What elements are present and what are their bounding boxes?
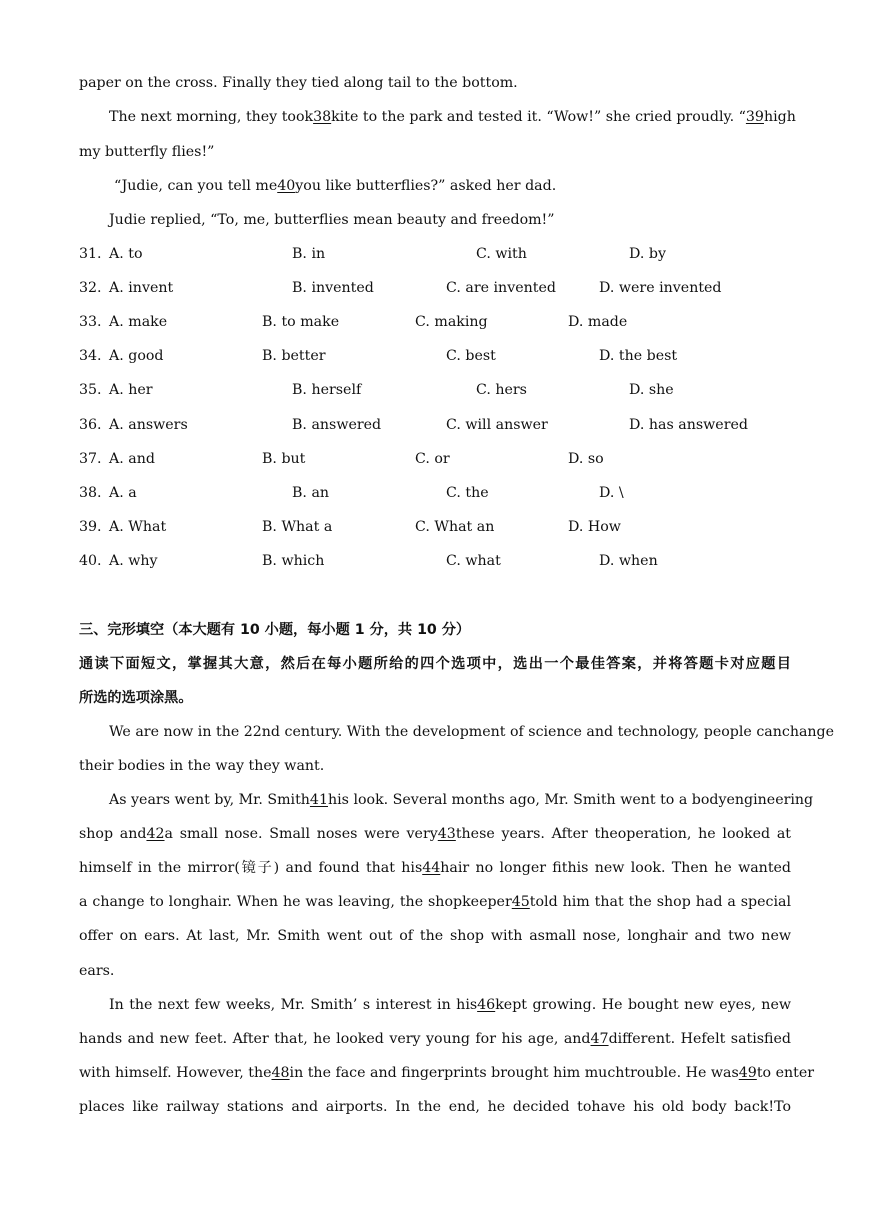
option-b: B. invented [292,280,374,296]
option-d: D. \ [599,485,624,501]
passage-text: “Judie, can you tell me [114,178,278,194]
option-a: A. to [109,246,143,262]
passage-line [79,892,791,912]
question-row [79,244,791,264]
passage-text: in the face and fingerprints brought him muchtrouble. He was [289,1065,739,1081]
option-b: B. which [262,553,325,569]
option-c: C. best [446,348,496,364]
question-number: 34. [79,348,102,364]
blank-number: 49 [738,1065,757,1081]
option-c: C. with [476,246,527,262]
section-instructions: 通读下面短文，掌握其大意，然后在每小题所给的四个选项中，选出一个最佳答案，并将答题卡对应题目 [79,656,791,672]
passage-line [79,756,791,776]
question-row [79,278,791,298]
passage-text: you like butterflies?” asked her dad. [295,178,557,194]
option-c: C. the [446,485,489,501]
option-d: D. How [568,519,621,535]
passage-text: to enter [756,1065,814,1081]
passage-line [109,722,835,742]
option-b: B. an [292,485,330,501]
passage-line [79,926,791,946]
question-row [79,483,791,503]
option-b: B. better [262,348,326,364]
passage-line [79,73,559,93]
passage-text: places like railway stations and airports. In the end, he decided tohave his old body back!To [79,1099,791,1115]
passage-line [109,210,791,230]
option-a: A. invent [109,280,174,296]
passage-text: Judie replied, “To, me, butterflies mean beauty and freedom!” [109,212,555,228]
section-title: 三、完形填空（本大题有 10 小题，每小题 1 分，共 10 分） [79,622,471,638]
passage-text: these years. After theoperation, he looked at [455,826,791,842]
question-number: 32. [79,280,102,296]
passage-text: told him that the shop had a special [529,894,791,910]
passage-line [79,824,791,844]
passage-line [79,961,791,981]
blank-number: 39 [745,109,764,125]
option-c: C. will answer [446,417,548,433]
passage-text: kite to the park and tested it. “Wow!” she cried proudly. “ [331,109,746,125]
option-c: C. are invented [446,280,556,296]
option-b: B. but [262,451,306,467]
passage-text: hands and new feet. After that, he looked very young for his age, and [79,1031,591,1047]
passage-text: their bodies in the way they want. [79,758,325,774]
blank-number: 42 [146,826,165,842]
option-a: A. make [109,314,168,330]
option-a: A. What [109,519,167,535]
passage-text: a change to longhair. When he was leaving, the shopkeeper [79,894,512,910]
blank-number: 43 [437,826,456,842]
question-number: 36. [79,417,102,433]
option-b: B. What a [262,519,333,535]
passage-text: shop and [79,826,147,842]
passage-line [79,1097,791,1117]
blank-number: 38 [313,109,332,125]
blank-number: 44 [422,860,441,876]
question-number: 40. [79,553,102,569]
option-d: D. the best [599,348,678,364]
section-instructions: 所选的选项涂黑。 [79,690,193,706]
passage-text: my butterfly flies!” [79,144,215,160]
question-row [79,380,791,400]
option-a: A. her [109,382,153,398]
blank-number: 48 [271,1065,290,1081]
passage-text: his look. Several months ago, Mr. Smith went to a bodyengineering [327,792,814,808]
blank-number: 47 [590,1031,609,1047]
option-a: A. good [109,348,164,364]
option-c: C. or [415,451,450,467]
option-d: D. she [629,382,674,398]
question-number: 38. [79,485,102,501]
question-row [79,449,791,469]
passage-text: As years went by, Mr. Smith [109,792,310,808]
passage-text: kept growing. He bought new eyes, new [495,997,791,1013]
question-number: 39. [79,519,102,535]
passage-text: In the next few weeks, Mr. Smith’ s interest in his [109,997,478,1013]
question-row [79,551,791,571]
passage-text: paper on the cross. Finally they tied along tail to the bottom. [79,75,518,91]
question-number: 37. [79,451,102,467]
option-b: B. in [292,246,326,262]
option-c: C. What an [415,519,495,535]
passage-line [79,1063,814,1083]
passage-line [109,790,814,810]
question-row [79,415,791,435]
blank-number: 41 [309,792,328,808]
passage-text: offer on ears. At last, Mr. Smith went out of the shop with asmall nose, longhair and two new [79,928,791,944]
option-b: B. to make [262,314,340,330]
option-c: C. making [415,314,488,330]
option-b: B. herself [292,382,362,398]
question-row [79,517,791,537]
option-d: D. so [568,451,604,467]
option-a: A. a [109,485,137,501]
option-d: D. by [629,246,666,262]
option-c: C. hers [476,382,527,398]
blank-number: 46 [477,997,496,1013]
passage-text: We are now in the 22nd century. With the development of science and technology, people canchange [109,724,835,740]
passage-line [79,858,791,878]
option-d: D. were invented [599,280,722,296]
question-row [79,312,791,332]
option-a: A. why [109,553,158,569]
passage-text: hair no longer fithis new look. Then he wanted [440,860,791,876]
option-c: C. what [446,553,501,569]
passage-text: different. Hefelt satisfied [608,1031,791,1047]
passage-line [79,142,791,162]
option-d: D. when [599,553,658,569]
passage-line [109,995,791,1015]
passage-text: ears. [79,963,115,979]
passage-text: high [763,109,796,125]
blank-number: 40 [277,178,296,194]
passage-text: The next morning, they took [109,109,314,125]
question-number: 35. [79,382,102,398]
option-a: A. answers [109,417,188,433]
passage-line [79,1029,791,1049]
option-d: D. has answered [629,417,748,433]
passage-line [109,107,796,127]
option-d: D. made [568,314,628,330]
blank-number: 45 [511,894,530,910]
passage-text: himself in the mirror(镜子) and found that his [79,860,423,876]
question-row [79,346,791,366]
passage-text: a small nose. Small noses were very [164,826,438,842]
question-number: 31. [79,246,102,262]
passage-line [114,176,791,196]
option-a: A. and [109,451,155,467]
option-b: B. answered [292,417,382,433]
passage-text: with himself. However, the [79,1065,272,1081]
question-number: 33. [79,314,102,330]
